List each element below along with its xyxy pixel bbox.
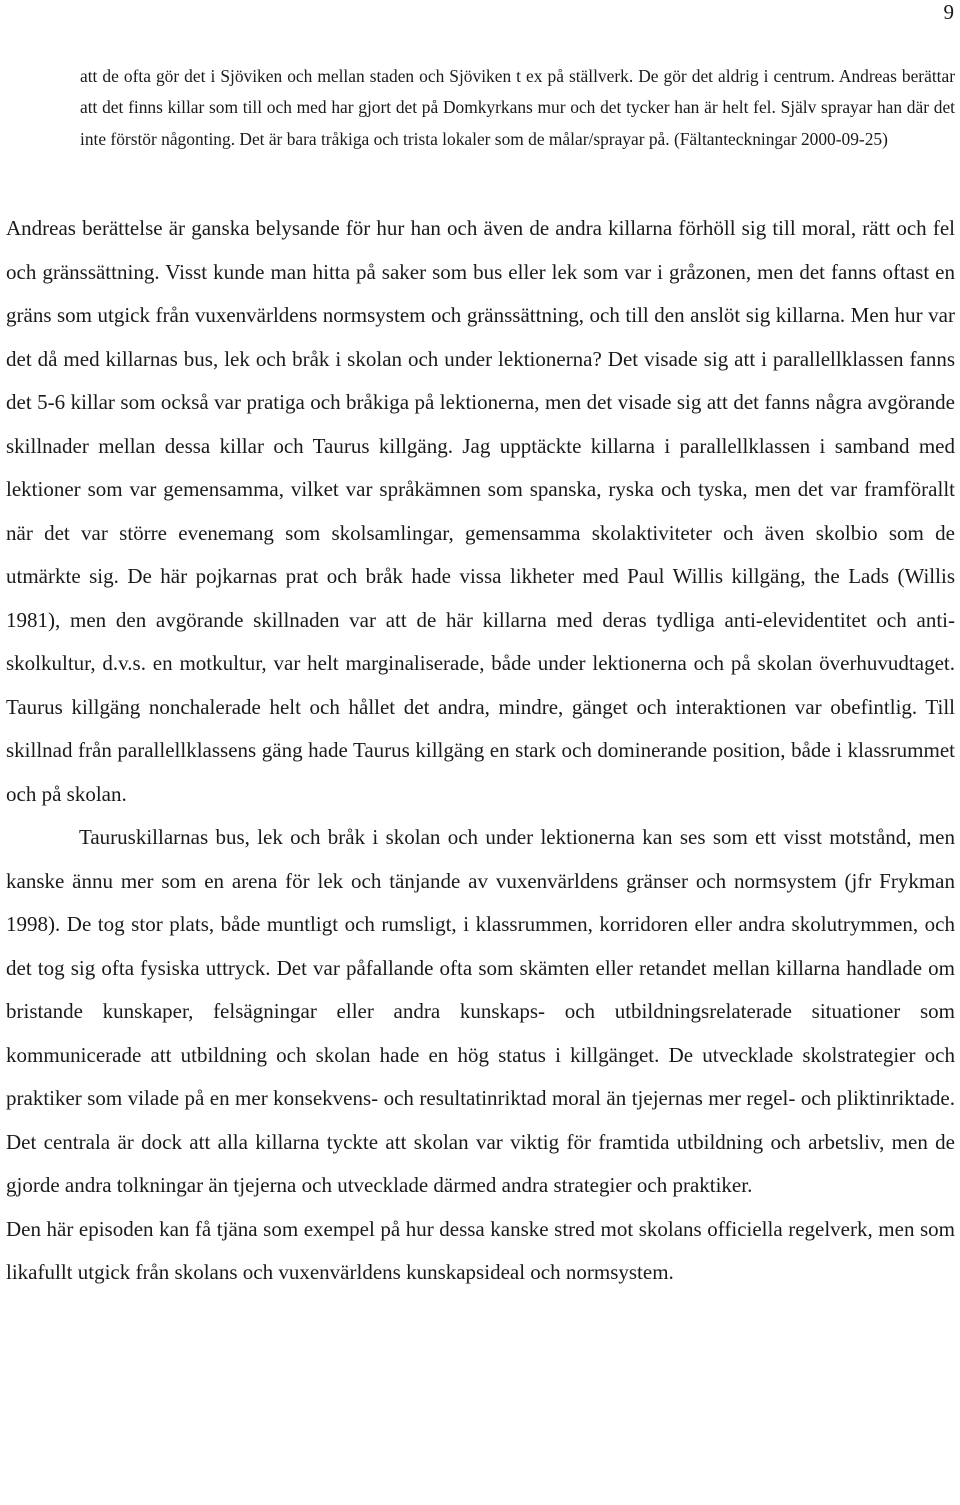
- page-number: 9: [943, 0, 954, 24]
- paragraph-2: Tauruskillarnas bus, lek och bråk i skolan och under lektionerna kan ses som ett visst motstånd, men kanske ännu mer som en arena för lek och tänjande av vuxenvärldens gränser och normsystem (jfr Frykman 1998). De tog stor plats, både muntligt och rumsligt, i klassrummen, korridoren eller andra skolutrymmen, och det tog sig ofta fysiska uttryck. Det var påfallande ofta som skämten eller retandet mellan killarna handlade om bristande kunskaper, felsägningar eller andra kunskaps- och utbildningsrelaterade situationer som kommunicerade att utbildning och skolan hade en hög status i killgänget. De utvecklade skolstrategier och praktiker som vilade på en mer konsekvens- och resultatinriktad moral än tjejernas mer regel- och pliktinriktade. Det centrala är dock att alla killarna tyckte att skolan var viktig för framtida utbildning och arbetsliv, men de gjorde andra tolkningar än tjejerna och utvecklade därmed andra strategier och praktiker.: [6, 825, 955, 1197]
- paragraph-3: Den här episoden kan få tjäna som exempel på hur dessa kanske stred mot skolans officiella regelverk, men som likafullt utgick från skolans och vuxenvärldens kunskapsideal och normsystem.: [6, 1216, 955, 1284]
- paragraph-1: Andreas berättelse är ganska belysande för hur han och även de andra killarna förhöll sig till moral, rätt och fel och gränssättning. Visst kunde man hitta på saker som bus eller lek som var i gråzonen, men det fanns oftast en gräns som utgick från vuxenvärldens normsystem och gränssättning, och till den anslöt sig killarna. Men hur var det då med killarnas bus, lek och bråk i skolan och under lektionerna? Det visade sig att i parallellklassen fanns det 5-6 killar som också var pratiga och bråkiga på lektionerna, men det visade sig att det fanns några avgörande skillnader mellan dessa killar och Taurus killgäng. Jag upptäckte killarna i parallellklassen i samband med lektioner som var gemensamma, vilket var språkämnen som spanska, ryska och tyska, men det var framförallt när det var större evenemang som skolsamlingar, gemensamma skolaktiviteter och även skolbio som de utmärkte sig. De här pojkarnas prat och bråk hade vissa likheter med Paul Willis killgäng, the Lads (Willis 1981), men den avgörande skillnaden var att de här killarna med deras tydliga anti-elevidentitet och anti-skolkultur, d.v.s. en motkultur, var helt marginaliserade, både under lektionerna och på skolan överhuvudtaget. Taurus killgäng nonchalerade helt och hållet det andra, mindre, gänget och interaktionen var obefintlig. Till skillnad från parallellklassens gäng hade Taurus killgäng en stark och dominerande position, både i klassrummet och på skolan.: [6, 216, 955, 806]
- field-note-quote: att de ofta gör det i Sjöviken och mellan staden och Sjöviken t ex på ställverk. De gör det aldrig i centrum. Andreas berättar att det finns killar som till och med har gjort det på Domkyrkans mur och det tycker han är helt fel. Själv sprayar han där det inte förstör någonting. Det är bara tråkiga och trista lokaler som de målar/sprayar på. (Fältanteckningar 2000-09-25): [80, 66, 955, 149]
- body-text: [6, 207, 955, 1295]
